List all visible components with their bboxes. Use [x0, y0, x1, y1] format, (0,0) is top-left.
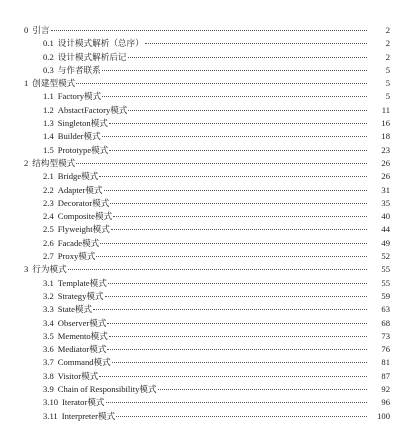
- toc-entry-number: 3.9: [43, 384, 54, 395]
- dot-leader: [113, 216, 367, 217]
- toc-section-entry[interactable]: [0, 144, 411, 157]
- dot-leader: [109, 336, 367, 337]
- toc-entry-title: Strategy模式: [57, 290, 104, 301]
- toc-entry-page-number: 26: [381, 171, 390, 182]
- toc-entry-title: Bridge模式: [57, 171, 99, 182]
- toc-entry-page-number: 76: [381, 344, 390, 355]
- toc-section-entry[interactable]: [0, 356, 411, 369]
- dot-leader: [110, 203, 367, 204]
- toc-entry-title: Builder模式: [57, 131, 101, 142]
- toc-section-entry[interactable]: [0, 51, 411, 64]
- toc-entry-title: 设计模式解析（总序）: [57, 38, 144, 49]
- dot-leader: [107, 349, 367, 350]
- toc-section-entry[interactable]: [0, 303, 411, 316]
- toc-section-entry[interactable]: [0, 130, 411, 143]
- toc-section-entry[interactable]: [0, 250, 411, 263]
- toc-entry-page-number: 87: [381, 370, 390, 381]
- toc-section-entry[interactable]: [0, 370, 411, 383]
- dot-leader: [102, 70, 367, 71]
- dot-leader: [158, 389, 367, 390]
- toc-entry-title: Command模式: [57, 357, 111, 368]
- toc-section-entry[interactable]: [0, 410, 411, 423]
- toc-entry-number: 0.1: [43, 38, 54, 49]
- toc-entry-title: State模式: [57, 304, 93, 315]
- dot-leader: [111, 229, 367, 230]
- dot-leader: [68, 269, 367, 270]
- toc-entry-title: Proxy模式: [57, 251, 96, 262]
- toc-entry-title: 结构型模式: [32, 157, 76, 168]
- dot-leader: [96, 256, 367, 257]
- toc-entry-title: 行为模式: [32, 264, 67, 275]
- toc-entry-number: 2.4: [43, 211, 54, 222]
- dot-leader: [109, 123, 367, 124]
- toc-entry-title: Facade模式: [57, 237, 100, 248]
- toc-entry-page-number: 23: [381, 144, 390, 155]
- toc-entry-title: Template模式: [57, 277, 107, 288]
- toc-entry-page-number: 68: [381, 317, 390, 328]
- toc-entry-page-number: 18: [381, 131, 390, 142]
- toc-section-entry[interactable]: [0, 104, 411, 117]
- toc-entry-number: 3.1: [43, 277, 54, 288]
- dot-leader: [145, 43, 367, 44]
- toc-entry-number: 1.2: [43, 104, 54, 115]
- toc-entry-page-number: 5: [385, 91, 390, 102]
- dot-leader: [102, 136, 367, 137]
- toc-section-entry[interactable]: [0, 317, 411, 330]
- dot-leader: [51, 30, 368, 31]
- dot-leader: [100, 243, 367, 244]
- toc-entry-number: 3: [24, 264, 29, 275]
- toc-entry-number: 3.7: [43, 357, 54, 368]
- dot-leader: [107, 323, 367, 324]
- dot-leader: [128, 110, 367, 111]
- toc-section-entry[interactable]: [0, 184, 411, 197]
- toc-entry-number: 3.6: [43, 344, 54, 355]
- toc-entry-number: 2: [24, 157, 29, 168]
- toc-entry-title: 引言: [32, 25, 50, 35]
- toc-entry-number: 1.3: [43, 118, 54, 129]
- toc-entry-number: 2.6: [43, 237, 54, 248]
- dot-leader: [109, 150, 367, 151]
- toc-entry-title: Memento模式: [57, 330, 108, 341]
- toc-entry-title: Mediator模式: [57, 344, 107, 355]
- toc-section-entry[interactable]: [0, 64, 411, 77]
- toc-entry-page-number: 35: [381, 197, 390, 208]
- toc-entry-number: 0.2: [43, 51, 54, 62]
- toc-chapter-entry[interactable]: [0, 77, 411, 90]
- toc-entry-number: 2.2: [43, 184, 54, 195]
- toc-entry-page-number: 63: [381, 304, 390, 315]
- toc-entry-number: 3.10: [43, 397, 59, 408]
- toc-section-entry[interactable]: [0, 170, 411, 183]
- toc-entry-page-number: 11: [381, 104, 390, 115]
- toc-entry-title: AbstactFactory模式: [57, 104, 128, 115]
- toc-entry-page-number: 2: [385, 38, 390, 49]
- toc-entry-page-number: 16: [381, 118, 390, 129]
- toc-chapter-entry[interactable]: [0, 24, 411, 37]
- toc-entry-page-number: 44: [381, 224, 390, 235]
- toc-section-entry[interactable]: [0, 277, 411, 290]
- toc-entry-page-number: 31: [381, 184, 390, 195]
- dot-leader: [105, 296, 367, 297]
- toc-entry-page-number: 55: [381, 264, 390, 275]
- toc-list: [0, 24, 411, 423]
- toc-entry-number: 2.1: [43, 171, 54, 182]
- toc-entry-number: 2.7: [43, 251, 54, 262]
- toc-section-entry[interactable]: [0, 37, 411, 50]
- toc-entry-page-number: 2: [385, 51, 390, 62]
- toc-entry-page-number: 55: [381, 277, 390, 288]
- toc-entry-title: Iterator模式: [62, 397, 105, 408]
- toc-entry-number: 3.8: [43, 370, 54, 381]
- toc-section-entry[interactable]: [0, 210, 411, 223]
- toc-section-entry[interactable]: [0, 290, 411, 303]
- toc-entry-number: 0: [24, 25, 29, 35]
- toc-entry-number: 3.4: [43, 317, 54, 328]
- toc-entry-number: 3.3: [43, 304, 54, 315]
- dot-leader: [108, 283, 367, 284]
- toc-entry-page-number: 5: [385, 64, 390, 75]
- dot-leader: [76, 83, 367, 84]
- dot-leader: [116, 416, 367, 417]
- toc-entry-number: 3.5: [43, 330, 54, 341]
- toc-entry-number: 1.1: [43, 91, 54, 102]
- toc-section-entry[interactable]: [0, 396, 411, 409]
- toc-section-entry[interactable]: [0, 237, 411, 250]
- toc-chapter-entry[interactable]: [0, 263, 411, 276]
- toc-entry-number: 1.4: [43, 131, 54, 142]
- dot-leader: [104, 190, 367, 191]
- toc-entry-number: 2.5: [43, 224, 54, 235]
- toc-section-entry[interactable]: [0, 330, 411, 343]
- toc-entry-page-number: 26: [381, 157, 390, 168]
- toc-entry-number: 1: [24, 78, 29, 89]
- toc-entry-title: Composite模式: [57, 211, 113, 222]
- toc-entry-title: 创建型模式: [32, 78, 76, 89]
- dot-leader: [102, 96, 367, 97]
- toc-section-entry[interactable]: [0, 197, 411, 210]
- toc-entry-page-number: 2: [385, 25, 390, 35]
- toc-entry-title: 设计模式解析后记: [57, 51, 127, 62]
- toc-entry-title: Factory模式: [57, 91, 102, 102]
- toc-entry-page-number: 49: [381, 237, 390, 248]
- toc-entry-title: Singleton模式: [57, 118, 108, 129]
- toc-entry-number: 1.5: [43, 144, 54, 155]
- toc-entry-page-number: 73: [381, 330, 390, 341]
- dot-leader: [128, 57, 367, 58]
- toc-entry-page-number: 100: [377, 410, 390, 421]
- toc-section-entry[interactable]: [0, 117, 411, 130]
- toc-entry-title: Adapter模式: [57, 184, 103, 195]
- toc-section-entry[interactable]: [0, 90, 411, 103]
- toc-entry-number: 3.2: [43, 290, 54, 301]
- toc-entry-page-number: 52: [381, 251, 390, 262]
- toc-section-entry[interactable]: [0, 223, 411, 236]
- toc-entry-page-number: 5: [385, 78, 390, 89]
- toc-section-entry[interactable]: [0, 343, 411, 356]
- toc-entry-page-number: 40: [381, 211, 390, 222]
- toc-entry-page-number: 96: [381, 397, 390, 408]
- toc-entry-title: Decorator模式: [57, 197, 110, 208]
- dot-leader: [112, 362, 367, 363]
- dot-leader: [76, 163, 367, 164]
- toc-section-entry[interactable]: [0, 383, 411, 396]
- toc-entry-title: Observer模式: [57, 317, 107, 328]
- toc-entry-title: 与作者联系: [57, 64, 101, 75]
- toc-entry-page-number: 59: [381, 290, 390, 301]
- toc-entry-title: Visitor模式: [57, 370, 99, 381]
- toc-entry-number: 2.3: [43, 197, 54, 208]
- toc-entry-page-number: 92: [381, 384, 390, 395]
- toc-chapter-entry[interactable]: [0, 157, 411, 170]
- dot-leader: [99, 376, 367, 377]
- dot-leader: [99, 176, 367, 177]
- dot-leader: [106, 402, 367, 403]
- toc-entry-page-number: 81: [381, 357, 390, 368]
- toc-entry-number: 0.3: [43, 64, 54, 75]
- toc-entry-title: Prototype模式: [57, 144, 109, 155]
- dot-leader: [93, 309, 367, 310]
- toc-entry-title: Interpreter模式: [61, 410, 116, 421]
- toc-entry-title: Chain of Responsibility模式: [57, 384, 157, 395]
- toc-entry-number: 3.11: [43, 410, 58, 421]
- toc-entry-title: Flyweight模式: [57, 224, 110, 235]
